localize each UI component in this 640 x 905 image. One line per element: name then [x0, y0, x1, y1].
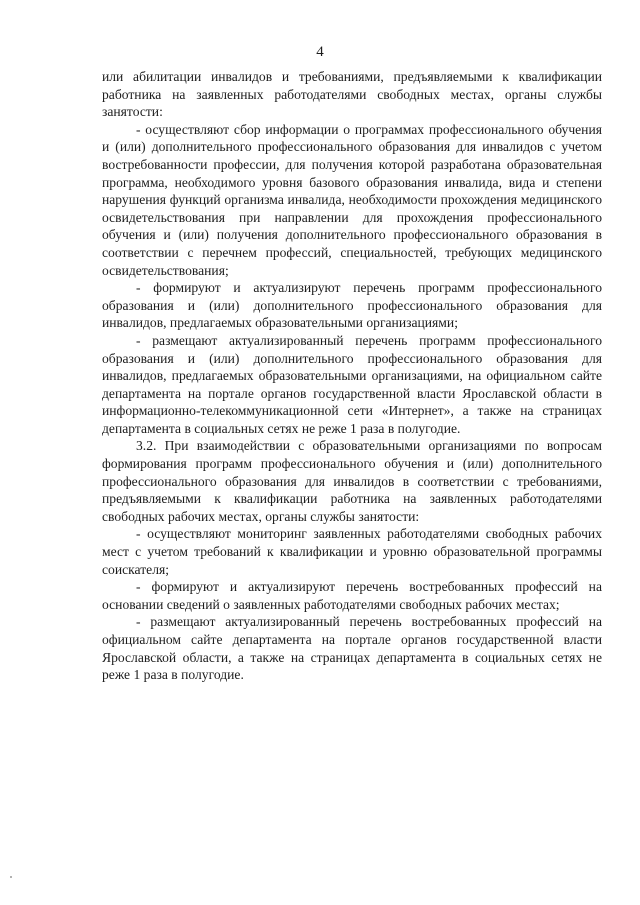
paragraph-continuation: или абилитации инвалидов и требованиями, предъявляемыми к квалификации работника на заявленных работодателями свободных местах, органы службы занятости:	[102, 69, 602, 120]
scan-speck	[10, 876, 12, 878]
paragraph-form-demanded-list: - формируют и актуализируют перечень востребованных профессий на основании сведений о заявленных работодателями свободных рабочих местах;	[102, 579, 602, 612]
page-number: 4	[316, 44, 324, 60]
document-body	[102, 68, 602, 684]
paragraph-collect-info: - осуществляют сбор информации о программах профессионального обучения и (или) дополнительного профессионального образования для инвалидов с учетом востребованности профессии, для получения которой разработана образовательная программа, необходимого уровня базового образования инвалида, вида и степени нарушения функций организма инвалида, необходимости прохождения медицинского освидетельствования при направлении для прохождения профессионального обучения и (или) получения дополнительного профессионального образования в соответствии с перечнем профессий, специальностей, требующих медицинского освидетельствования;	[102, 121, 602, 278]
paragraph-publish-list: - размещают актуализированный перечень программ профессионального образования и (или) дополнительного профессионального образования для инвалидов, предлагаемых образовательными организациями, на официальном сайте департамента на портале органов государственной власти Ярославской области в информационно-телекоммуникационной сети «Интернет», а также на страницах департамента в социальных сетях не реже 1 раза в полугодие.	[102, 332, 602, 436]
paragraph-section-3-2: 3.2. При взаимодействии с образовательными организациями по вопросам формирования программ профессионального обучения и (или) дополнительного профессионального образования для инвалидов в соответствии с требованиями, предъявляемыми к квалификации работника на заявленных работодателями свободных рабочих местах, органы службы занятости:	[102, 438, 602, 524]
paragraph-monitoring: - осуществляют мониторинг заявленных работодателями свободных рабочих мест с учетом требований к квалификации и уровню образовательной программы соискателя;	[102, 526, 602, 577]
paragraph-form-list: - формируют и актуализируют перечень программ профессионального образования и (или) дополнительного профессионального образования для инвалидов, предлагаемых образовательными организациями;	[102, 280, 602, 331]
paragraph-publish-demanded-list: - размещают актуализированный перечень востребованных профессий на официальном сайте департамента на портале органов государственной власти Ярославской области, а также на страницах департамента в социальных сетях не реже 1 раза в полугодие.	[102, 614, 602, 683]
